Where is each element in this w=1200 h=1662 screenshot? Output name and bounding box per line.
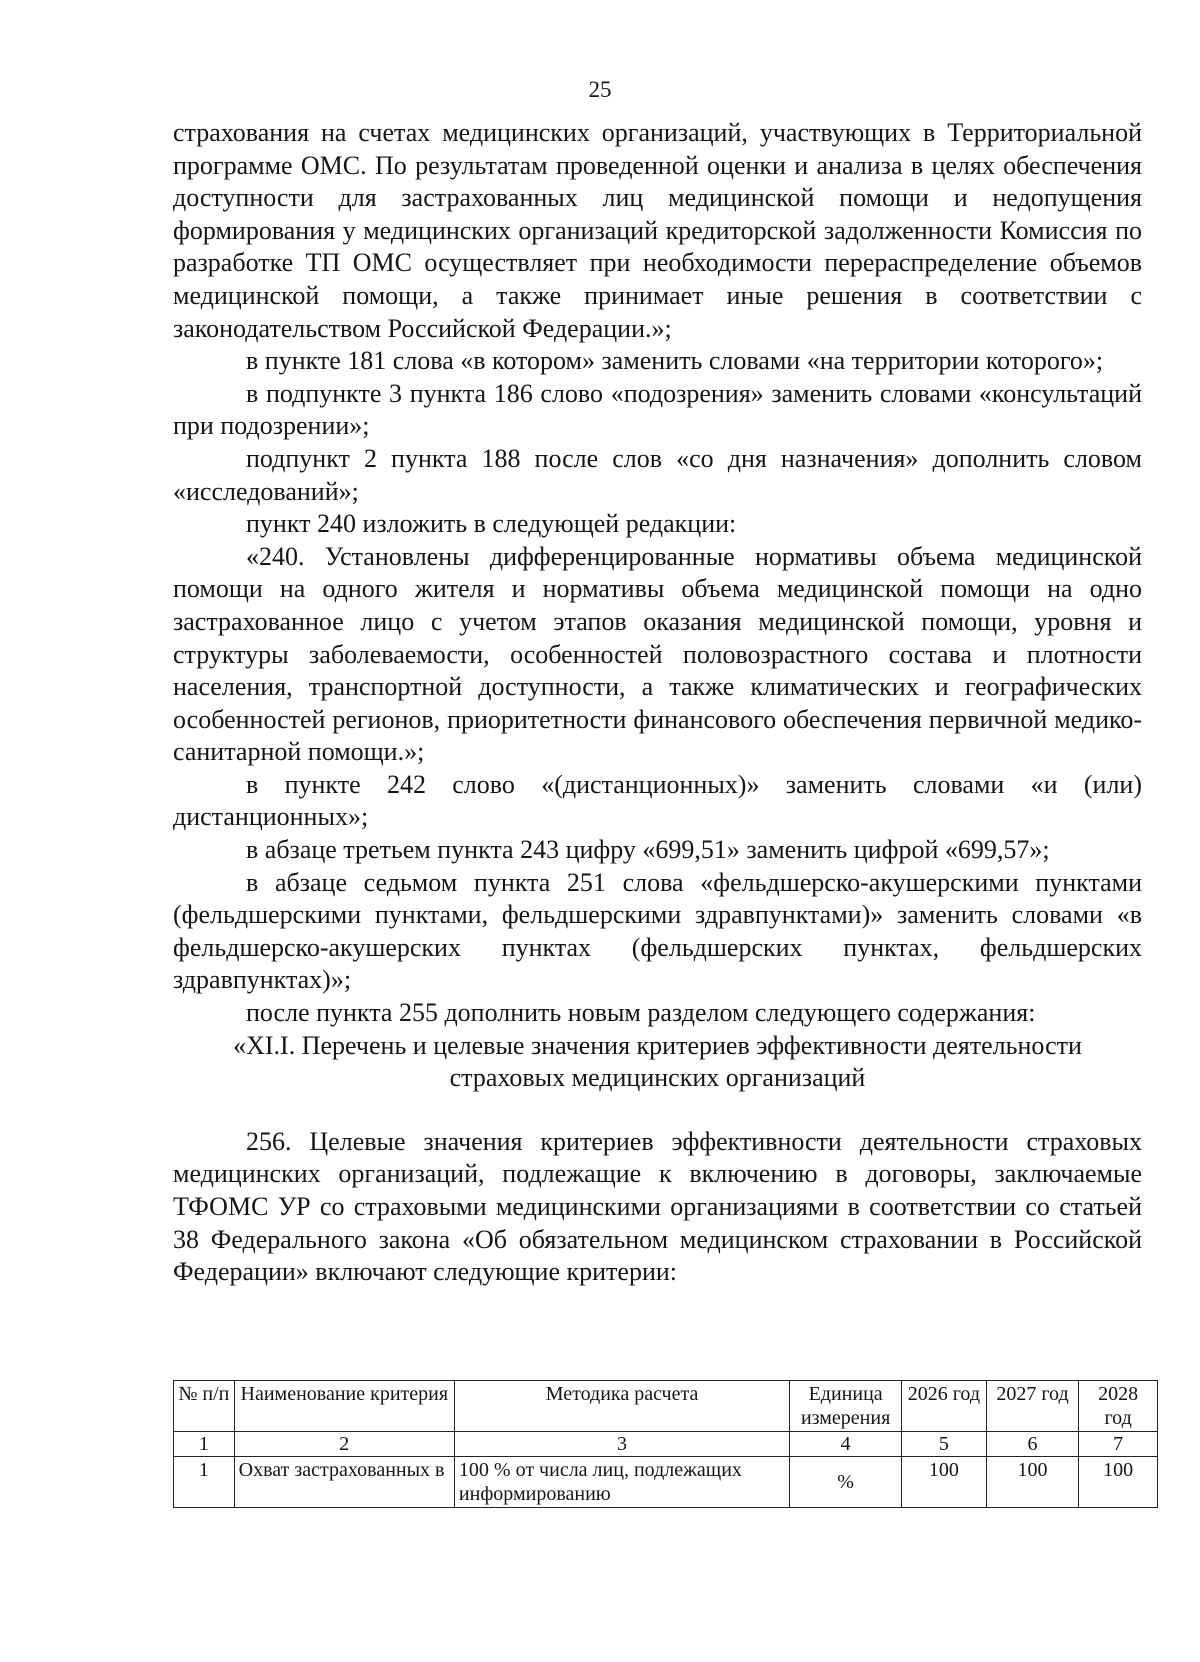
header-calculation-method: Методика расчета xyxy=(454,1381,789,1432)
document-body xyxy=(173,117,1142,1289)
table-row xyxy=(174,1457,1158,1508)
table-header-row xyxy=(174,1381,1158,1432)
column-number: 4 xyxy=(790,1432,902,1457)
header-year-2026: 2026 год xyxy=(902,1381,987,1432)
value-2027: 100 xyxy=(986,1457,1079,1508)
column-number: 2 xyxy=(234,1432,454,1457)
header-unit: Единица измерения xyxy=(790,1381,902,1432)
column-number: 1 xyxy=(174,1432,235,1457)
paragraph: в пункте 181 слова «в котором» заменить словами «на территории которого»; xyxy=(246,346,1104,376)
row-number: 1 xyxy=(174,1457,235,1508)
paragraph: в подпункте 3 пункта 186 слово «подозрения» заменить словами «консультаций при подозрении»; xyxy=(173,378,1142,441)
column-numbering-row xyxy=(174,1432,1158,1457)
header-criterion-name: Наименование критерия xyxy=(234,1381,454,1432)
column-number: 7 xyxy=(1079,1432,1158,1457)
header-number: № п/п xyxy=(174,1381,235,1432)
unit-of-measure: % xyxy=(790,1457,902,1508)
calculation-method: 100 % от числа лиц, подлежащих информированию xyxy=(454,1457,789,1508)
paragraph: в пункте 242 слово «(дистанционных)» заменить словами «и (или) дистанционных»; xyxy=(173,769,1142,832)
criteria-table xyxy=(173,1380,1158,1508)
section-heading: «XI.I. Перечень и целевые значения критериев эффективности деятельности страховых медицинских организаций xyxy=(233,1030,1082,1093)
header-year-2028: 2028 год xyxy=(1079,1381,1158,1432)
paragraph: после пункта 255 дополнить новым разделом следующего содержания: xyxy=(246,998,1036,1028)
paragraph: в абзаце третьем пункта 243 цифру «699,51» заменить цифрой «699,57»; xyxy=(246,835,1050,865)
page-number: 25 xyxy=(588,77,612,102)
paragraph-spacer xyxy=(173,1095,1142,1126)
value-2028: 100 xyxy=(1079,1457,1158,1508)
paragraph: в абзаце седьмом пункта 251 слова «фельдшерско-акушерскими пунктами (фельдшерскими пунктами, фельдшерскими здравпунктами)» заменить словами «в фельдшерско-акушерских пунктах (фельдшерских пунктах, фельдшерских здравпунктах)»; xyxy=(173,867,1142,995)
paragraph: 256. Целевые значения критериев эффективности деятельности страховых медицинских организаций, подлежащие к включению в договоры, заключаемые ТФОМС УР со страховыми медицинскими организациями в соответствии со статьей 38 Федерального закона «Об обязательном медицинском страховании в Российской Федерации» включают следующие критерии: xyxy=(173,1126,1142,1287)
column-number: 3 xyxy=(454,1432,789,1457)
paragraph: подпункт 2 пункта 188 после слов «со дня назначения» дополнить словом «исследований»; xyxy=(173,443,1142,506)
value-2026: 100 xyxy=(902,1457,987,1508)
column-number: 6 xyxy=(986,1432,1079,1457)
paragraph: пункт 240 изложить в следующей редакции: xyxy=(246,509,737,539)
paragraph: страхования на счетах медицинских организаций, участвующих в Территориальной программе ОМС. По результатам проведенной оценки и анализа в целях обеспечения доступности для застрахованных лиц медицинской помощи и недопущения формирования у медицинских организаций кредиторской задолженности Комиссия по разработке ТП ОМС осуществляет при необходимости перераспределение объемов медицинской помощи, а также принимает иные решения в соответствии с законодательством Российской Федерации.»; xyxy=(173,118,1142,343)
column-number: 5 xyxy=(902,1432,987,1457)
criterion-name: Охват застрахованных в xyxy=(234,1457,454,1508)
header-year-2027: 2027 год xyxy=(986,1381,1079,1432)
paragraph: «240. Установлены дифференцированные нормативы объема медицинской помощи на одного жителя и нормативы объема медицинской помощи на одно застрахованное лицо с учетом этапов оказания медицинской помощи, уровня и структуры заболеваемости, особенностей половозрастного состава и плотности населения, транспортной доступности, а также климатических и географических особенностей регионов, приоритетности финансового обеспечения первичной медико-санитарной помощи.»; xyxy=(173,541,1142,767)
